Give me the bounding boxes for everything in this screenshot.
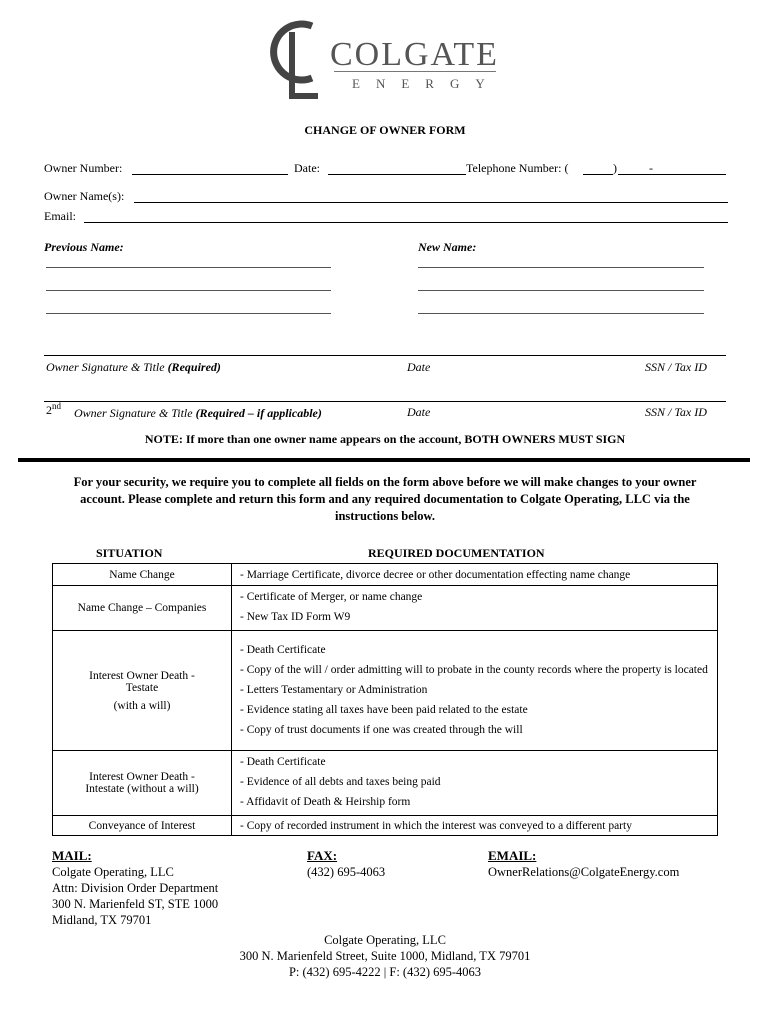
- email-address[interactable]: OwnerRelations@ColgateEnergy.com: [488, 865, 680, 879]
- second-ordinal: 2nd: [46, 401, 61, 417]
- table-row: [53, 631, 718, 751]
- situation-header: SITUATION: [96, 546, 163, 560]
- telephone-number-field[interactable]: [618, 174, 726, 175]
- situation-cell: Conveyance of Interest: [53, 816, 232, 836]
- docs-cell: - Certificate of Merger, or name change - New Tax ID Form W9: [232, 586, 718, 631]
- situation-cell: Name Change – Companies: [53, 586, 232, 631]
- owner-signature-line[interactable]: [44, 355, 726, 356]
- new-name-field-2[interactable]: [418, 290, 704, 291]
- telephone-dash: -: [649, 161, 653, 175]
- table-row: [53, 564, 718, 586]
- previous-name-field-3[interactable]: [46, 313, 331, 314]
- table-row: [53, 816, 718, 836]
- docs-cell: - Death Certificate - Copy of the will / order admitting will to probate in the county records where the property is located - Letters Testamentary or Administration - Evidence stating all taxes have been paid related to the estate - Copy of trust documents if one was created through the will: [232, 631, 718, 751]
- docs-cell: - Copy of recorded instrument in which the interest was conveyed to a different party: [232, 816, 718, 836]
- logo-subtitle: ENERGY: [352, 76, 501, 91]
- table-row: [53, 751, 718, 816]
- colgate-logo-icon: [262, 18, 322, 100]
- new-name-field-3[interactable]: [418, 313, 704, 314]
- new-name-label: New Name:: [418, 240, 477, 254]
- both-owners-note: NOTE: If more than one owner name appears on the account, BOTH OWNERS MUST SIGN: [144, 432, 626, 446]
- second-signature-date-label: Date: [407, 405, 431, 419]
- new-name-field-1[interactable]: [418, 267, 704, 268]
- email-heading: EMAIL:: [488, 848, 537, 863]
- logo-wordmark: COLGATE: [330, 36, 499, 73]
- required-doc-header: REQUIRED DOCUMENTATION: [368, 546, 545, 560]
- owner-names-field[interactable]: [134, 202, 728, 203]
- telephone-close-paren: ): [613, 161, 617, 175]
- docs-cell: - Death Certificate - Evidence of all debts and taxes being paid - Affidavit of Death & Heirship form: [232, 751, 718, 816]
- previous-name-label: Previous Name:: [44, 240, 124, 254]
- date-label: Date:: [294, 161, 320, 175]
- form-title: CHANGE OF OWNER FORM: [304, 123, 466, 137]
- telephone-label: Telephone Number: (: [466, 161, 569, 175]
- signature-date-label: Date: [407, 360, 431, 374]
- fax-heading: FAX:: [307, 848, 338, 863]
- mail-address: Colgate Operating, LLC Attn: Division Order Department 300 N. Marienfeld ST, STE 1000 Midland, TX 79701: [52, 865, 219, 927]
- situation-cell: Interest Owner Death - Testate (with a will): [53, 631, 232, 751]
- page-footer: Colgate Operating, LLC 300 N. Marienfeld Street, Suite 1000, Midland, TX 79701 P: (432) 695-4222 | F: (432) 695-4063: [239, 933, 531, 979]
- second-owner-signature-line[interactable]: [44, 401, 726, 402]
- second-signature-ssn-label: SSN / Tax ID: [645, 405, 707, 419]
- logo-divider: [334, 71, 496, 72]
- fax-number: (432) 695-4063: [307, 865, 386, 879]
- mail-heading: MAIL:: [52, 848, 92, 863]
- table-row: [53, 586, 718, 631]
- situation-cell: Name Change: [53, 564, 232, 586]
- signature-ssn-label: SSN / Tax ID: [645, 360, 707, 374]
- owner-names-label: Owner Name(s):: [44, 189, 125, 203]
- date-field[interactable]: [328, 174, 466, 175]
- security-paragraph: For your security, we require you to complete all fields on the form above before we will make changes to your owner account. Please complete and return this form and any required documentation to Colgate Operating, LLC via the instructions below.: [73, 475, 697, 523]
- email-field[interactable]: [84, 222, 728, 223]
- email-label: Email:: [44, 209, 76, 223]
- previous-name-field-2[interactable]: [46, 290, 331, 291]
- previous-name-field-1[interactable]: [46, 267, 331, 268]
- owner-number-field[interactable]: [132, 174, 288, 175]
- owner-number-label: Owner Number:: [44, 161, 123, 175]
- second-owner-signature-label: Owner Signature & Title (Required – if applicable): [74, 406, 322, 420]
- owner-signature-label: Owner Signature & Title (Required): [46, 360, 221, 374]
- telephone-area-field[interactable]: [583, 174, 613, 175]
- section-divider: [18, 458, 750, 462]
- situation-cell: Interest Owner Death - Intestate (without a will): [53, 751, 232, 816]
- docs-cell: - Marriage Certificate, divorce decree or other documentation effecting name change: [232, 564, 718, 586]
- documentation-table: [52, 563, 718, 836]
